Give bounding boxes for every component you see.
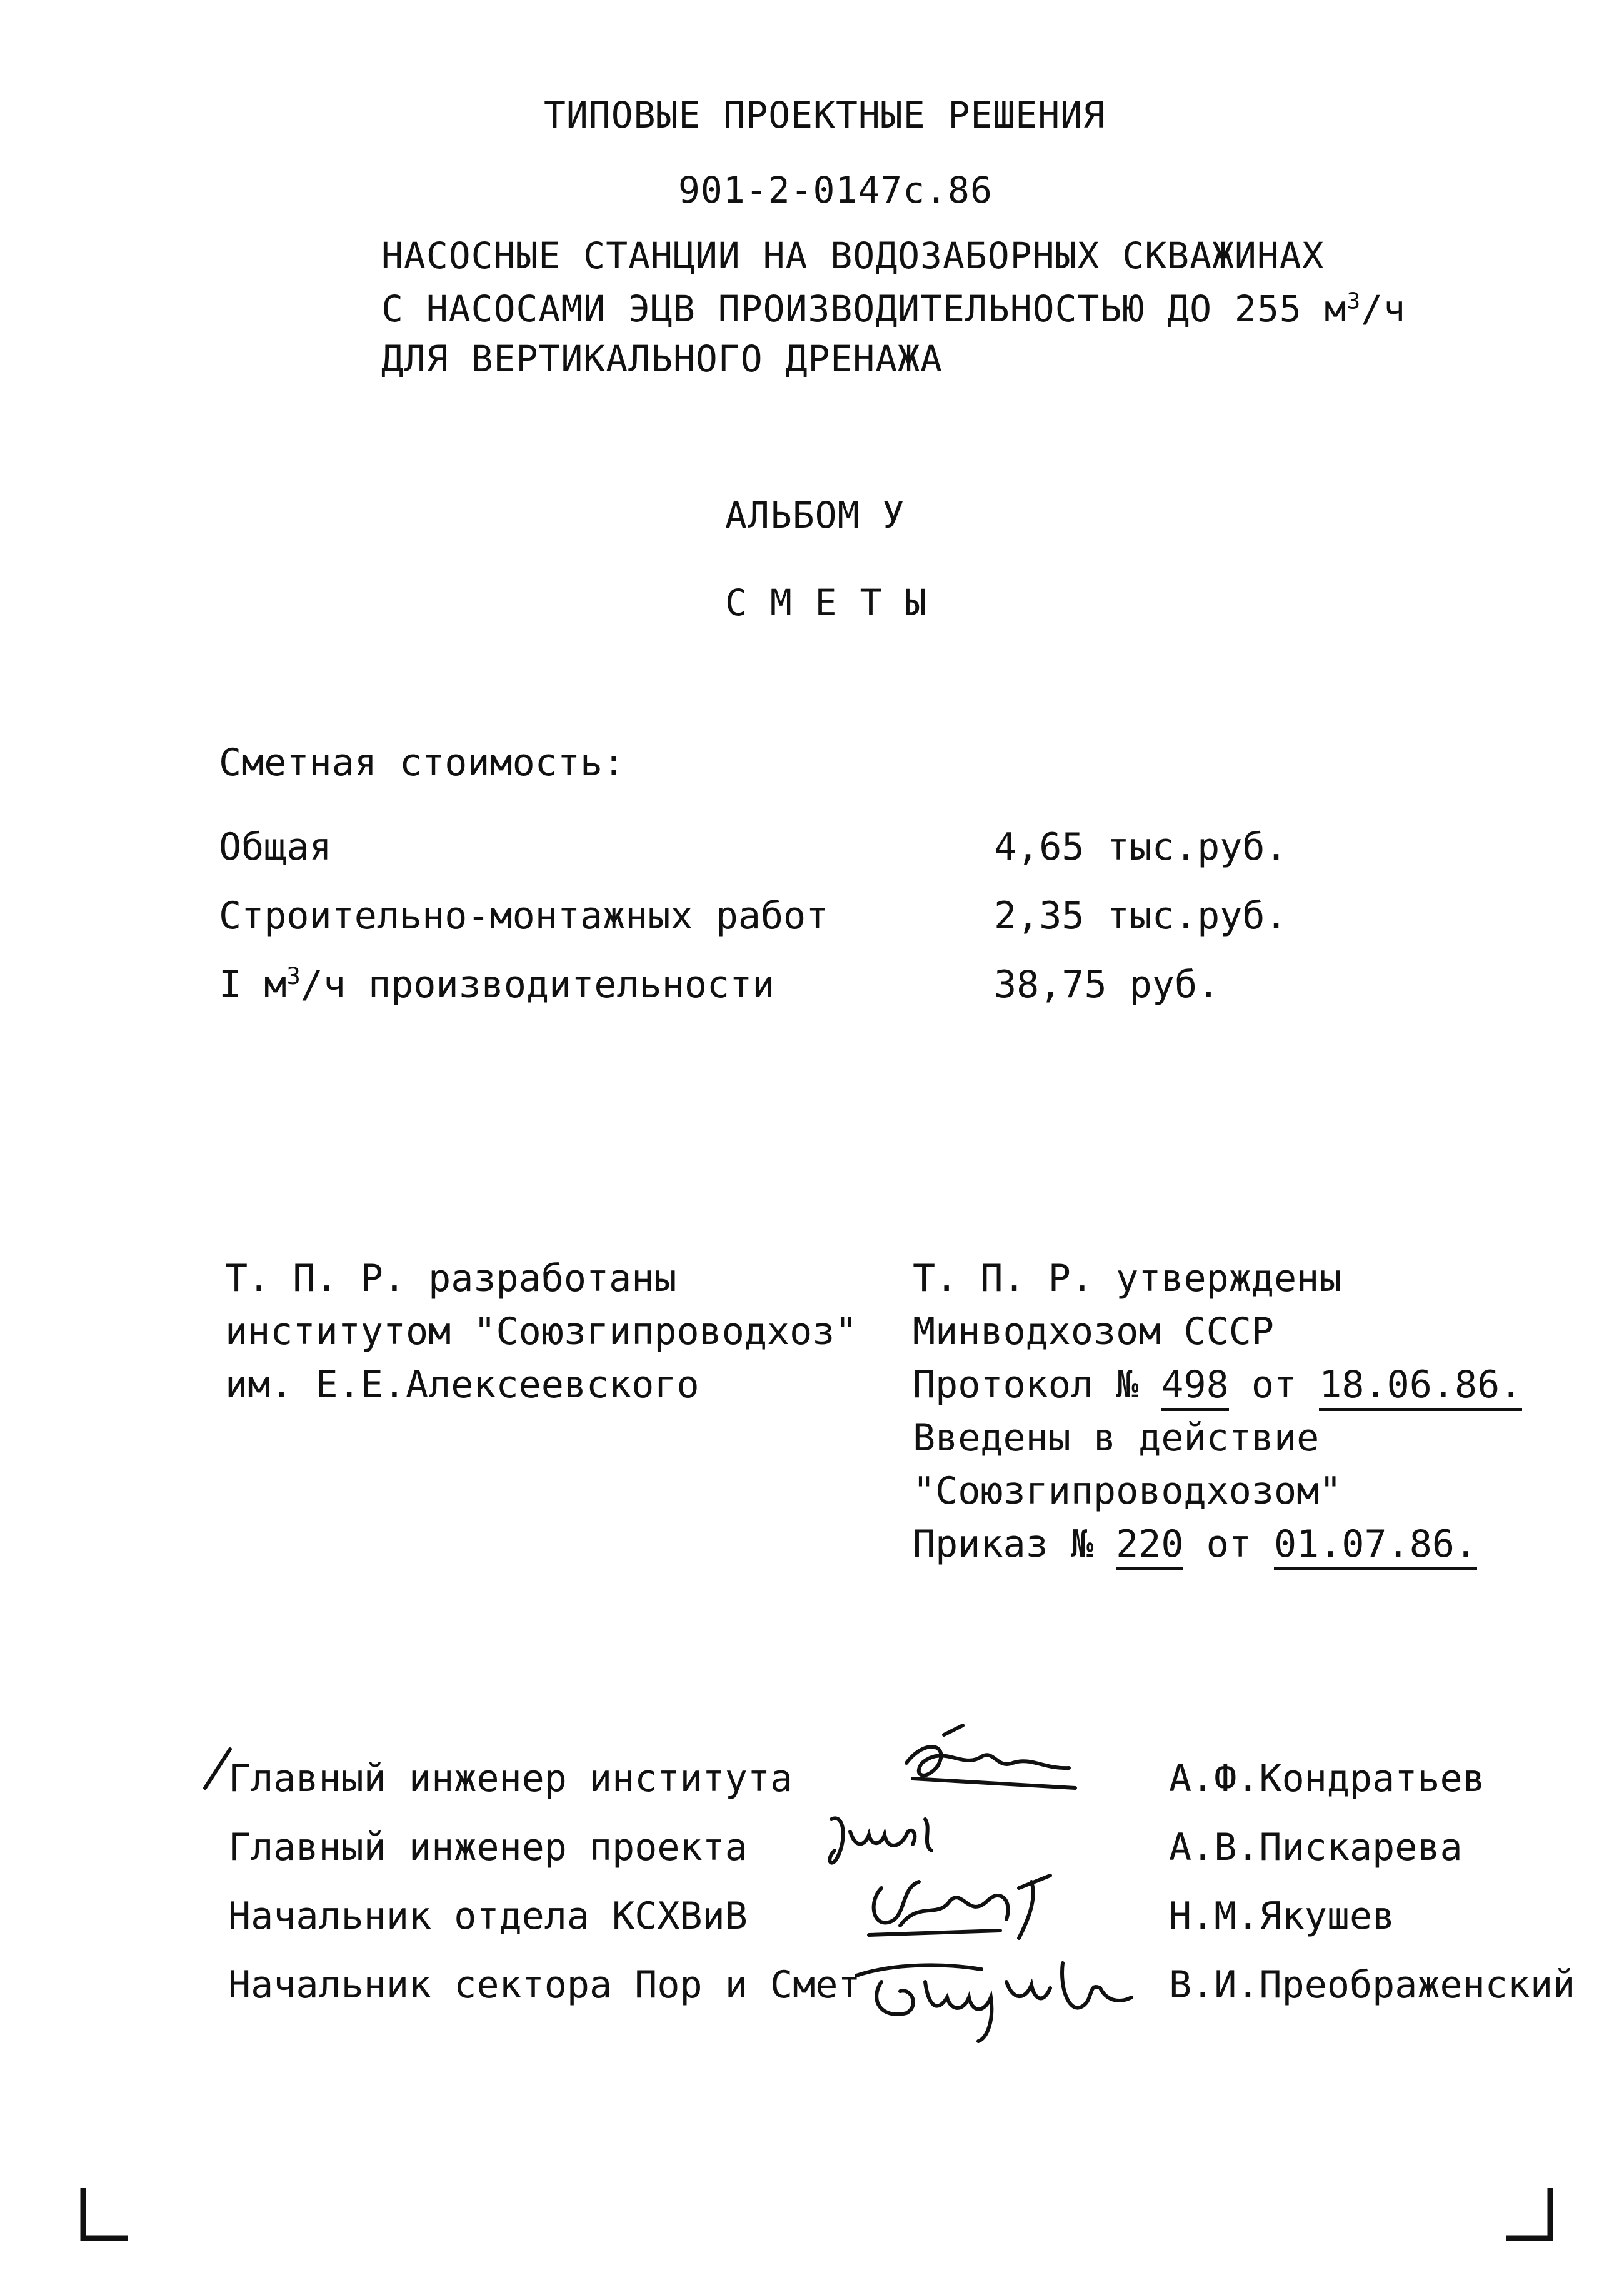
- approved-line-5: "Союзгипроводхозом": [913, 1469, 1342, 1513]
- title-line-3: ДЛЯ ВЕРТИКАЛЬНОГО ДРЕНАЖА: [381, 338, 943, 380]
- signatory-name: Н.М.Якушев: [1169, 1894, 1395, 1938]
- series-title: ТИПОВЫЕ ПРОЕКТНЫЕ РЕШЕНИЯ: [544, 94, 1105, 136]
- signature-1: [888, 1719, 1088, 1807]
- corner-mark-right: [1500, 2182, 1563, 2251]
- protocol-date: 18.06.86.: [1319, 1363, 1522, 1411]
- order-date: 01.07.86.: [1274, 1522, 1477, 1570]
- album-label: АЛЬБОМ У: [725, 494, 905, 536]
- title-line-1: НАСОСНЫЕ СТАНЦИИ НА ВОДОЗАБОРНЫХ СКВАЖИНАХ: [381, 234, 1325, 277]
- document-code: 901-2-0147с.86: [678, 169, 993, 211]
- cost-row-value: 4,65 тыс.руб.: [994, 825, 1288, 869]
- signatory-name: А.В.Пискарева: [1169, 1825, 1463, 1869]
- protocol-line: Протокол № 498 от 18.06.86.: [913, 1363, 1522, 1407]
- section-title: С М Е Т Ы: [725, 581, 928, 624]
- approved-line-2: Минводхозом СССР: [913, 1310, 1274, 1353]
- signatory-name: В.И.Преображенский: [1169, 1963, 1576, 2007]
- cost-row-value: 2,35 тыс.руб.: [994, 894, 1288, 938]
- order-number: 220: [1116, 1522, 1183, 1570]
- developed-line-1: Т. П. Р. разработаны: [225, 1257, 677, 1300]
- approved-line-1: Т. П. Р. утверждены: [913, 1257, 1342, 1300]
- signature-3: [844, 1863, 1069, 1951]
- signatory-position: Главный инженер института: [228, 1757, 793, 1800]
- cost-row-label: Строительно-монтажных работ: [219, 894, 829, 938]
- developed-line-2: институтом "Союзгипроводхоз": [225, 1310, 858, 1353]
- cost-row-label: Общая: [219, 825, 332, 869]
- developed-line-3: им. Е.Е.Алексеевского: [225, 1363, 699, 1407]
- title-line-2: С НАСОСАМИ ЭЦВ ПРОИЗВОДИТЕЛЬНОСТЬЮ ДО 255 $м^3/ч$: [381, 288, 1406, 330]
- cost-heading: Сметная стоимость:: [219, 741, 626, 785]
- signature-4: [844, 1938, 1144, 2044]
- protocol-number: 498: [1161, 1363, 1228, 1411]
- approved-line-4: Введены в действие: [913, 1416, 1320, 1460]
- signatory-position: Начальник отдела КСХВиВ: [228, 1894, 748, 1938]
- cost-row-label: I $м^3/ч$ производительности: [219, 962, 775, 1007]
- order-line: Приказ № 220 от 01.07.86.: [913, 1522, 1477, 1566]
- signatory-position: Начальник сектора Пор и Смет: [228, 1963, 861, 2007]
- tick-mark: [199, 1744, 236, 1794]
- signatory-position: Главный инженер проекта: [228, 1825, 748, 1869]
- signatory-name: А.Ф.Кондратьев: [1169, 1757, 1485, 1800]
- cost-row-value: 38,75 руб.: [994, 963, 1220, 1007]
- corner-mark-left: [72, 2182, 134, 2251]
